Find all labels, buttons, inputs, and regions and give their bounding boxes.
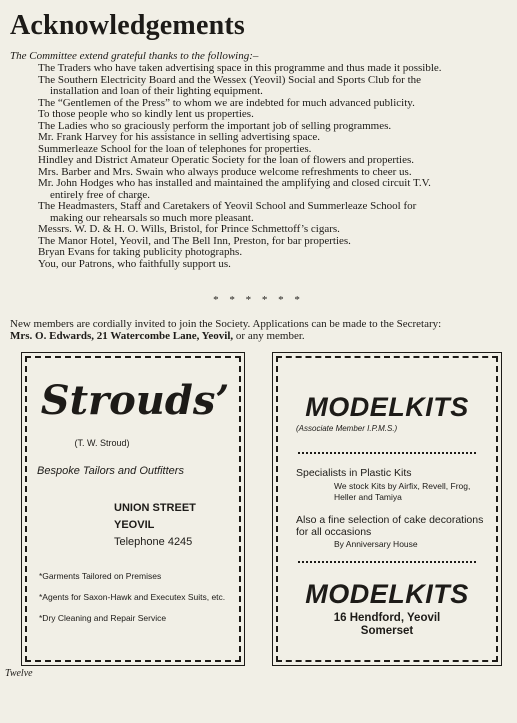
acknowledgement-line: Bryan Evans for taking publicity photographs.	[38, 246, 243, 258]
strouds-advert	[25, 356, 241, 662]
membership-address-line	[10, 330, 510, 342]
strouds-service-item: *Agents for Saxon-Hawk and Executex Suits, etc.	[39, 592, 226, 602]
page-title: Acknowledgements	[10, 10, 245, 41]
strouds-address	[114, 500, 196, 551]
modelkits-title: MODELKITS	[305, 392, 469, 422]
modelkits-specialists: Specialists in Plastic Kits	[296, 467, 412, 479]
modelkits-title-repeat: MODELKITS	[305, 579, 469, 609]
strouds-tagline: Bespoke Tailors and Outfitters	[37, 465, 184, 477]
acknowledgement-line: Summerleaze School for the loan of telephones for properties.	[38, 142, 312, 155]
modelkits-by-line: By Anniversary House	[334, 539, 418, 549]
membership-notice	[10, 318, 510, 342]
acknowledgement-item	[38, 178, 514, 201]
strouds-logo: Strouds’	[40, 377, 230, 424]
acknowledgement-item	[38, 201, 514, 224]
dotted-divider	[298, 561, 476, 563]
strouds-phone: Telephone 4245	[114, 536, 193, 548]
acknowledgement-line: Mr. Frank Harvey for his assistance in selling advertising space.	[38, 131, 320, 143]
modelkits-street: 16 Hendford, Yeovil	[333, 612, 441, 624]
modelkits-county: Somerset	[360, 625, 414, 637]
acknowledgement-line: Mrs. Barber and Mrs. Swain who always produce welcome refreshments to cheer us.	[38, 165, 412, 178]
acknowledgement-line: Mr. John Hodges who has installed and maintained the amplifying and closed circuit T.V.	[38, 177, 431, 189]
modelkits-advert	[276, 356, 498, 662]
acknowledgement-line: Messrs. W. D. & H. O. Wills, Bristol, for Prince Schmettoff’s cigars.	[38, 223, 340, 235]
dotted-divider	[298, 452, 476, 454]
page-number-label: Twelve	[5, 668, 33, 679]
acknowledgement-line: You, our Patrons, who faithfully support us.	[38, 257, 231, 270]
strouds-town: YEOVIL	[114, 519, 155, 531]
modelkits-stock: We stock Kits by Airfix, Revell, Frog, Heller and Tamiya	[334, 481, 471, 502]
acknowledgement-line: The Manor Hotel, Yeovil, and The Bell Inn, Preston, for bar properties.	[38, 234, 351, 247]
strouds-services	[39, 571, 235, 634]
acknowledgement-line: The Headmasters, Staff and Caretakers of Yeovil School and Summerleaze School for	[38, 200, 417, 212]
acknowledgement-item	[38, 259, 514, 271]
acknowledgement-item	[38, 75, 514, 98]
acknowledgement-line: To those people who so kindly lent us properties.	[38, 108, 254, 120]
modelkits-association: (Associate Member I.P.M.S.)	[296, 424, 398, 433]
acknowledgement-line: Hindley and District Amateur Operatic Society for the loan of flowers and properties.	[38, 154, 415, 166]
acknowledgement-continuation: installation and loan of their lighting equipment.	[50, 85, 263, 97]
membership-suffix: or any member.	[233, 330, 305, 342]
modelkits-address	[278, 612, 496, 638]
separator-stars: * * * * * *	[213, 294, 304, 306]
acknowledgement-continuation: making our rehearsals so much more pleasant.	[50, 211, 254, 224]
acknowledgement-line: The Traders who have taken advertising space in this programme and thus made it possible.	[38, 62, 442, 74]
modelkits-cake-decorations: Also a fine selection of cake decorations for all occasions	[296, 514, 484, 538]
secretary-address: Mrs. O. Edwards, 21 Watercombe Lane, Yeovil,	[10, 330, 234, 342]
acknowledgement-line: The Southern Electricity Board and the Wessex (Yeovil) Social and Sports Club for the	[38, 73, 422, 86]
acknowledgement-line: The Ladies who so graciously perform the important job of selling programmes.	[38, 119, 392, 132]
strouds-proprietor: (T. W. Stroud)	[74, 438, 130, 448]
membership-text: New members are cordially invited to join the Society. Applications can be made to the Secretary:	[10, 318, 442, 330]
strouds-service-item: *Garments Tailored on Premises	[39, 571, 162, 581]
intro-text: The Committee extend grateful thanks to the following:–	[10, 50, 259, 62]
acknowledgement-line: The “Gentlemen of the Press” to whom we are indebted for much advanced publicity.	[38, 96, 415, 109]
strouds-service-item: *Dry Cleaning and Repair Service	[39, 613, 167, 623]
strouds-street: UNION STREET	[114, 502, 196, 514]
acknowledgement-continuation: entirely free of charge.	[50, 188, 150, 201]
acknowledgements-list	[38, 63, 514, 270]
